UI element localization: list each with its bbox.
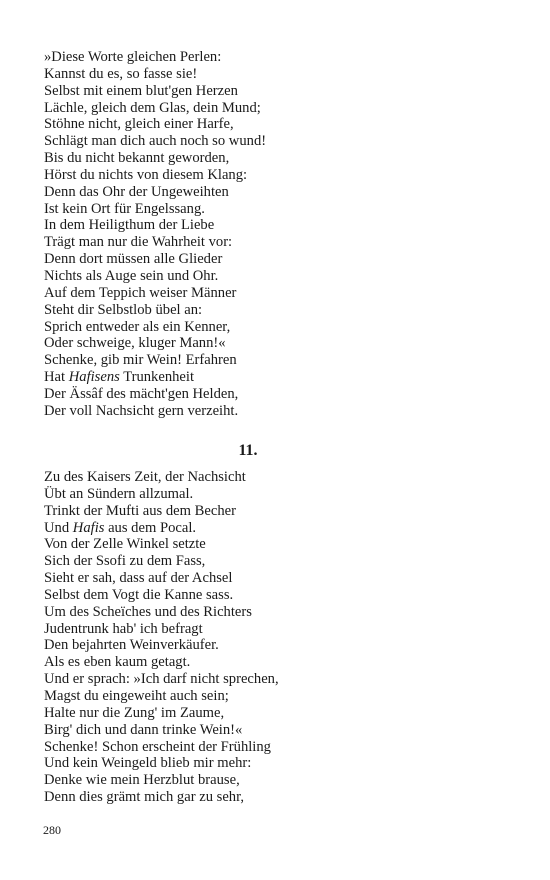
poem-line: Nichts als Auge sein und Ohr. — [44, 267, 219, 284]
section-number: 11. — [238, 442, 258, 459]
poem-line — [44, 520, 279, 537]
poem-line: Selbst dem Vogt die Kanne sass. — [44, 586, 234, 603]
poem-line: In dem Heiligthum der Liebe — [44, 217, 215, 234]
poem-line: Stöhne nicht, gleich einer Harfe, — [44, 116, 234, 133]
poem-line: Kannst du es, so fasse sie! — [44, 65, 198, 82]
poem-line: Schenke! Schon erscheint der Frühling — [44, 738, 271, 755]
poem-line: Bis du nicht bekannt geworden, — [44, 150, 230, 167]
page-number: 280 — [43, 823, 61, 837]
poem-line: Auf dem Teppich weiser Männer — [44, 284, 237, 301]
poem-line: Von der Zelle Winkel setzte — [44, 536, 206, 553]
poem-line: Birg' dich und dann trinke Wein!« — [44, 721, 243, 738]
poem-line: Ist kein Ort für Engelssang. — [44, 200, 205, 217]
poem-line: Übt an Sündern allzumal. — [44, 485, 194, 502]
poem-line: Schlägt man dich auch noch so wund! — [44, 133, 267, 150]
poem-line: Und kein Weingeld blieb mir mehr: — [44, 755, 252, 772]
poem-line: Der voll Nachsicht gern verzeiht. — [44, 402, 239, 419]
poem-line: Denn dort müssen alle Glieder — [44, 251, 223, 268]
poem-line — [44, 369, 266, 386]
italic-name: Hafis — [72, 519, 105, 536]
section-heading — [0, 441, 550, 461]
poem-line: Zu des Kaisers Zeit, der Nachsicht — [44, 469, 246, 485]
italic-name: Hafisens — [68, 369, 120, 386]
poem-line: Steht dir Selbstlob übel an: — [44, 301, 203, 318]
poem-line: Den bejahrten Weinverkäufer. — [44, 637, 219, 654]
poem-line: Denn dies grämt mich gar zu sehr, — [44, 789, 245, 806]
poem-line: Als es eben kaum getagt. — [44, 654, 191, 671]
poem-line: Magst du eingeweiht auch sein; — [44, 687, 229, 704]
poem-line: Sieht er sah, dass auf der Achsel — [44, 570, 233, 587]
poem-line: Denke wie mein Herzblut brause, — [44, 772, 240, 789]
poem-line: Um des Scheïches und des Richters — [44, 603, 252, 620]
poem-line: Sich der Ssofi zu dem Fass, — [44, 553, 206, 570]
poem-line: Trägt man nur die Wahrheit vor: — [44, 234, 233, 251]
poem-line: Halte nur die Zung' im Zaume, — [44, 704, 225, 721]
poem-line: »Diese Worte gleichen Perlen: — [44, 49, 222, 65]
line-text: Trunkenheit — [119, 369, 195, 386]
line-text: aus dem Pocal. — [104, 519, 197, 536]
poem-line: Der Ässâf des mächt'gen Helden, — [44, 385, 239, 402]
poem-line: Und er sprach: »Ich darf nicht sprechen, — [44, 671, 279, 688]
poem-line: Trinkt der Mufti aus dem Becher — [44, 502, 236, 519]
poem-line: Oder schweige, kluger Mann!« — [44, 335, 226, 352]
poem-line: Schenke, gib mir Wein! Erfahren — [44, 352, 237, 369]
poem-line: Selbst mit einem blut'gen Herzen — [44, 82, 238, 99]
line-text: Und — [44, 519, 73, 536]
poem-line: Denn das Ohr der Ungeweihten — [44, 183, 229, 200]
poem-line: Sprich entweder als ein Kenner, — [44, 318, 231, 335]
poem-line: Hörst du nichts von diesem Klang: — [44, 166, 248, 183]
line-text: Hat — [44, 369, 69, 386]
poem-stanza-2 — [44, 469, 279, 806]
poem-line: Lächle, gleich dem Glas, dein Mund; — [44, 99, 261, 116]
poem-stanza-1 — [44, 49, 266, 420]
poem-line: Judentrunk hab' ich befragt — [44, 620, 203, 637]
